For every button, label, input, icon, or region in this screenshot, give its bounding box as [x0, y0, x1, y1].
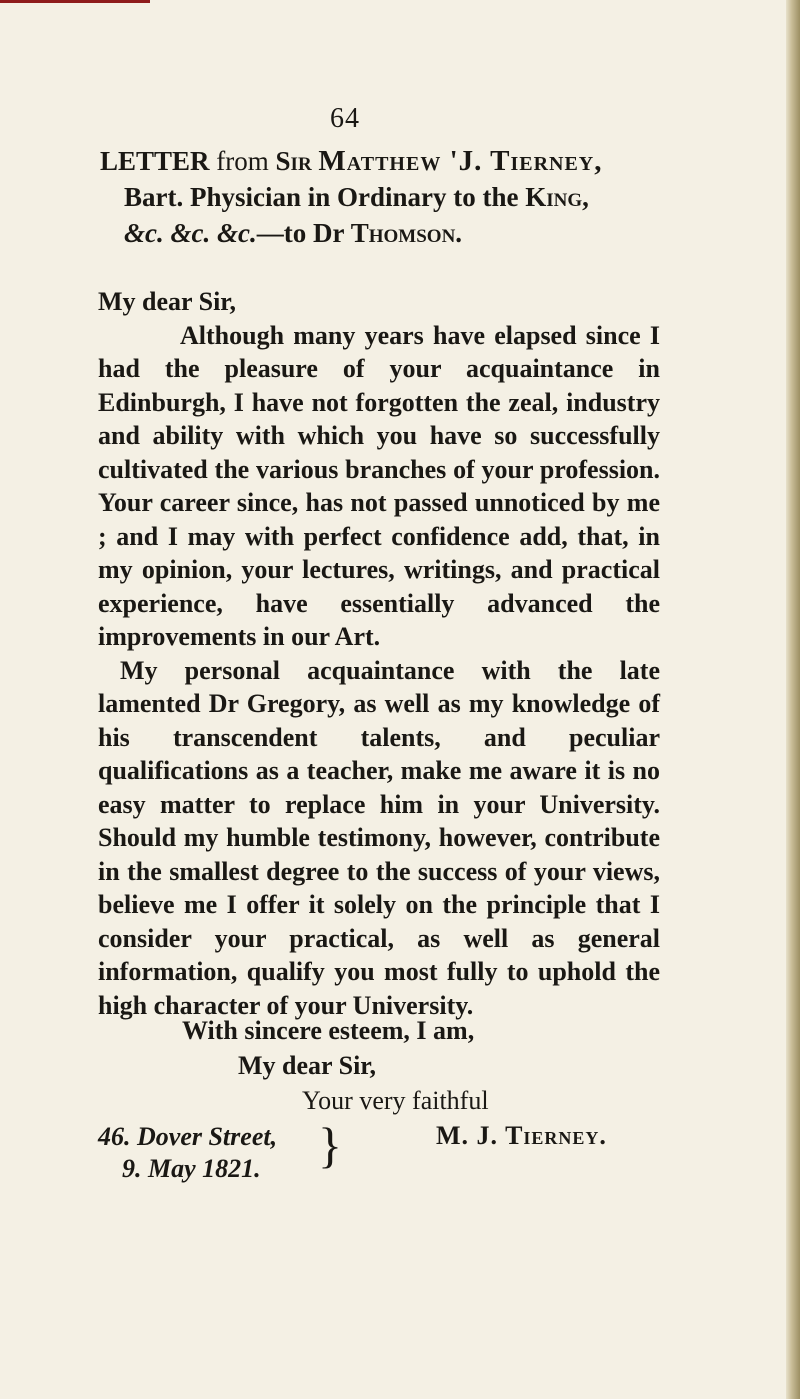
heading-letter-word: LETTER: [100, 146, 210, 176]
binding-edge: [786, 0, 800, 1399]
heading-to: —to Dr: [256, 218, 344, 248]
brace-mark: }: [318, 1117, 342, 1173]
address-date: 9. May 1821.: [122, 1154, 261, 1183]
heading-sir: Sir: [275, 146, 312, 176]
closing-line-1: With sincere esteem, I am,: [182, 1016, 475, 1045]
heading-line2: [100, 179, 670, 215]
page-number: 64: [330, 103, 360, 134]
letter-heading: [100, 143, 670, 251]
heading-line2-start: Bart. Physician in Ordinary to the: [124, 182, 519, 212]
heading-line3: [100, 215, 670, 251]
heading-etc: &c. &c. &c.: [124, 218, 257, 248]
top-edge-mark: [0, 0, 150, 3]
paragraph-1: Although many years have elapsed since I had the pleasure of your acquaintance in Edinburgh, I have not forgotten the zeal, industry and ability with which you have so successfully cultivated the various branches of your profession. Your career since, has not passed unnoticed by me ; and I may with perfect confidence add, that, in my opinion, your lectures, writings, and practical experience, have essentially advanced the improvements in our Art.: [98, 320, 660, 651]
address-street: 46. Dover Street,: [98, 1122, 278, 1151]
heading-thomson: Thomson.: [350, 218, 463, 248]
heading-king: King,: [525, 182, 589, 212]
paragraph-2: My personal acquaintance with the late lamented Dr Gregory, as well as my knowledge of his transcendent talents, and peculiar qualifications as a teacher, make me aware it is no easy matter to replace him in your University. Should my humble testimony, however, contribute in the smallest degree to the success of your views, believe me I offer it solely on the principle that I consider your practical, as well as general information, qualify you most fully to uphold the high character of your University.: [98, 655, 660, 1020]
closing-line-3: Your very faithful: [302, 1086, 489, 1115]
sender-address: [98, 1121, 277, 1185]
letter-body: [98, 285, 660, 1022]
closing-line-2: My dear Sir,: [238, 1051, 376, 1080]
signature: M. J. Tierney.: [436, 1121, 607, 1150]
heading-from: from: [216, 146, 269, 176]
salutation: My dear Sir,: [98, 287, 236, 316]
heading-name: Matthew 'J. Tierney,: [318, 145, 603, 177]
